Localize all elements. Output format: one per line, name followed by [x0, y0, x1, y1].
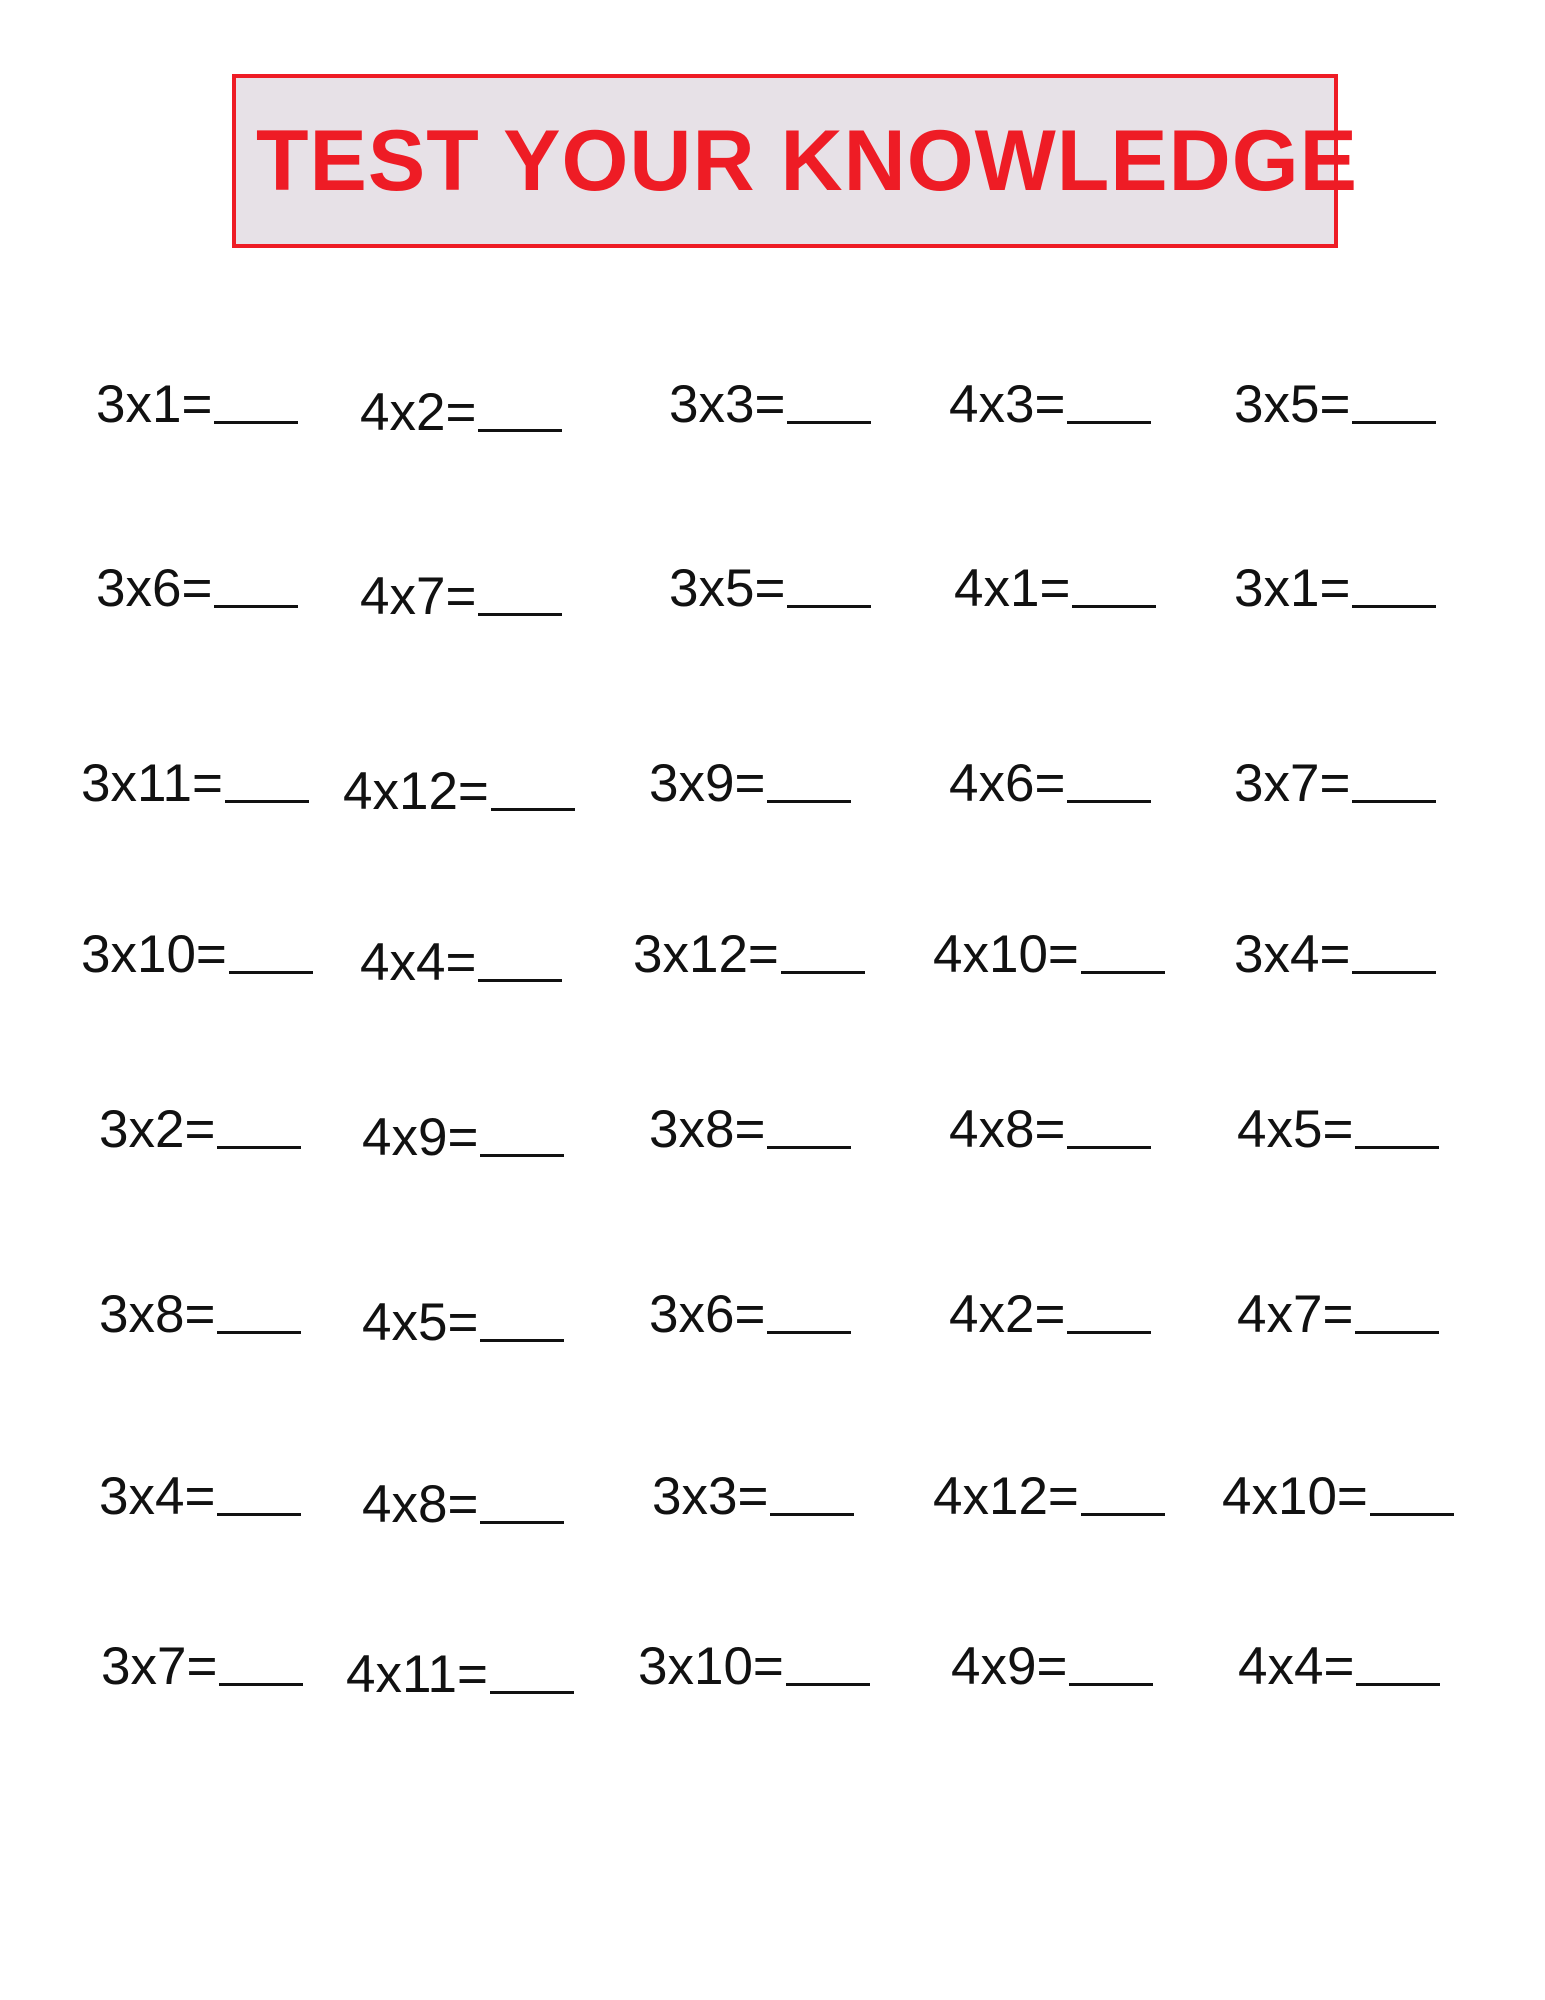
answer-blank[interactable]: [767, 1146, 851, 1149]
problem-expression: 3x4=: [1234, 925, 1351, 984]
answer-blank[interactable]: [478, 979, 562, 982]
problem-expression: 4x10=: [1222, 1467, 1368, 1526]
worksheet-title: TEST YOUR KNOWLEDGE: [256, 112, 1359, 209]
problem-item: [99, 1467, 301, 1526]
problem-expression: 4x5=: [1237, 1100, 1354, 1159]
answer-blank[interactable]: [1067, 800, 1151, 803]
problem-item: [81, 925, 313, 984]
answer-blank[interactable]: [1352, 605, 1436, 608]
problem-expression: 3x9=: [649, 754, 766, 813]
problem-expression: 4x3=: [949, 375, 1066, 434]
problem-expression: 4x5=: [362, 1293, 479, 1352]
problem-item: [649, 754, 851, 813]
problem-item: [362, 1108, 564, 1167]
problem-expression: 3x4=: [99, 1467, 216, 1526]
problem-item: [949, 1285, 1151, 1344]
answer-blank[interactable]: [1352, 421, 1436, 424]
problem-item: [99, 1100, 301, 1159]
problem-item: [96, 375, 298, 434]
problem-expression: 4x8=: [949, 1100, 1066, 1159]
problem-expression: 4x2=: [360, 383, 477, 442]
problem-expression: 3x10=: [638, 1637, 784, 1696]
problem-expression: 3x1=: [96, 375, 213, 434]
problem-item: [669, 559, 871, 618]
problem-item: [360, 933, 562, 992]
problem-expression: 4x7=: [360, 567, 477, 626]
problem-expression: 4x12=: [933, 1467, 1079, 1526]
problem-expression: 4x4=: [360, 933, 477, 992]
problem-expression: 3x3=: [669, 375, 786, 434]
answer-blank[interactable]: [214, 605, 298, 608]
answer-blank[interactable]: [480, 1521, 564, 1524]
problem-expression: 3x6=: [649, 1285, 766, 1344]
title-box: [232, 74, 1359, 248]
answer-blank[interactable]: [1355, 1146, 1439, 1149]
problem-item: [652, 1467, 854, 1526]
answer-blank[interactable]: [490, 1691, 574, 1694]
problem-item: [343, 762, 575, 821]
problem-item: [949, 754, 1151, 813]
problem-item: [1234, 925, 1436, 984]
answer-blank[interactable]: [786, 1683, 870, 1686]
problem-item: [933, 925, 1165, 984]
problem-expression: 4x8=: [362, 1475, 479, 1534]
problem-item: [649, 1285, 851, 1344]
problem-item: [1237, 1100, 1439, 1159]
problem-item: [649, 1100, 851, 1159]
problem-expression: 3x10=: [81, 925, 227, 984]
problem-expression: 3x1=: [1234, 559, 1351, 618]
answer-blank[interactable]: [491, 808, 575, 811]
answer-blank[interactable]: [1352, 800, 1436, 803]
problem-expression: 3x7=: [1234, 754, 1351, 813]
problem-expression: 3x11=: [81, 754, 223, 813]
answer-blank[interactable]: [1067, 1331, 1151, 1334]
problem-expression: 3x3=: [652, 1467, 769, 1526]
answer-blank[interactable]: [1067, 1146, 1151, 1149]
problem-expression: 3x2=: [99, 1100, 216, 1159]
problem-item: [638, 1637, 870, 1696]
problem-item: [1237, 1285, 1439, 1344]
answer-blank[interactable]: [1370, 1513, 1454, 1516]
answer-blank[interactable]: [229, 971, 313, 974]
problem-item: [954, 559, 1156, 618]
problem-expression: 3x7=: [101, 1637, 218, 1696]
answer-blank[interactable]: [1067, 421, 1151, 424]
problem-expression: 3x5=: [669, 559, 786, 618]
problem-item: [933, 1467, 1165, 1526]
problem-item: [96, 559, 298, 618]
problem-item: [360, 567, 562, 626]
answer-blank[interactable]: [214, 421, 298, 424]
problem-item: [1234, 754, 1436, 813]
answer-blank[interactable]: [770, 1513, 854, 1516]
problem-expression: 4x10=: [933, 925, 1079, 984]
problem-expression: 4x6=: [949, 754, 1066, 813]
answer-blank[interactable]: [781, 971, 865, 974]
problem-item: [669, 375, 871, 434]
problem-item: [1234, 375, 1436, 434]
answer-blank[interactable]: [787, 421, 871, 424]
problem-item: [362, 1475, 564, 1534]
answer-blank[interactable]: [1355, 1331, 1439, 1334]
problem-item: [1222, 1467, 1454, 1526]
answer-blank[interactable]: [480, 1154, 564, 1157]
problem-expression: 3x8=: [649, 1100, 766, 1159]
answer-blank[interactable]: [1081, 971, 1165, 974]
problem-expression: 3x12=: [633, 925, 779, 984]
answer-blank[interactable]: [219, 1683, 303, 1686]
problem-item: [101, 1637, 303, 1696]
answer-blank[interactable]: [1069, 1683, 1153, 1686]
problem-item: [633, 925, 865, 984]
answer-blank[interactable]: [217, 1513, 301, 1516]
answer-blank[interactable]: [767, 1331, 851, 1334]
problem-expression: 3x8=: [99, 1285, 216, 1344]
answer-blank[interactable]: [225, 800, 309, 803]
answer-blank[interactable]: [1072, 605, 1156, 608]
problem-expression: 4x1=: [954, 559, 1071, 618]
problem-expression: 4x11=: [346, 1645, 488, 1704]
problem-expression: 3x5=: [1234, 375, 1351, 434]
answer-blank[interactable]: [1352, 971, 1436, 974]
problem-item: [346, 1645, 574, 1704]
problem-item: [949, 1100, 1151, 1159]
answer-blank[interactable]: [1356, 1683, 1440, 1686]
problem-expression: 4x7=: [1237, 1285, 1354, 1344]
problem-expression: 4x12=: [343, 762, 489, 821]
answer-blank[interactable]: [480, 1339, 564, 1342]
problem-item: [360, 383, 562, 442]
answer-blank[interactable]: [478, 429, 562, 432]
problem-item: [362, 1293, 564, 1352]
problem-item: [99, 1285, 301, 1344]
problem-expression: 3x6=: [96, 559, 213, 618]
problem-expression: 4x4=: [1238, 1637, 1355, 1696]
answer-blank[interactable]: [787, 605, 871, 608]
answer-blank[interactable]: [217, 1331, 301, 1334]
problem-expression: 4x2=: [949, 1285, 1066, 1344]
problem-item: [1234, 559, 1436, 618]
problem-item: [1238, 1637, 1440, 1696]
answer-blank[interactable]: [217, 1146, 301, 1149]
problem-expression: 4x9=: [362, 1108, 479, 1167]
answer-blank[interactable]: [478, 613, 562, 616]
problem-item: [949, 375, 1151, 434]
problem-item: [951, 1637, 1153, 1696]
problem-expression: 4x9=: [951, 1637, 1068, 1696]
problem-item: [81, 754, 309, 813]
answer-blank[interactable]: [1081, 1513, 1165, 1516]
answer-blank[interactable]: [767, 800, 851, 803]
